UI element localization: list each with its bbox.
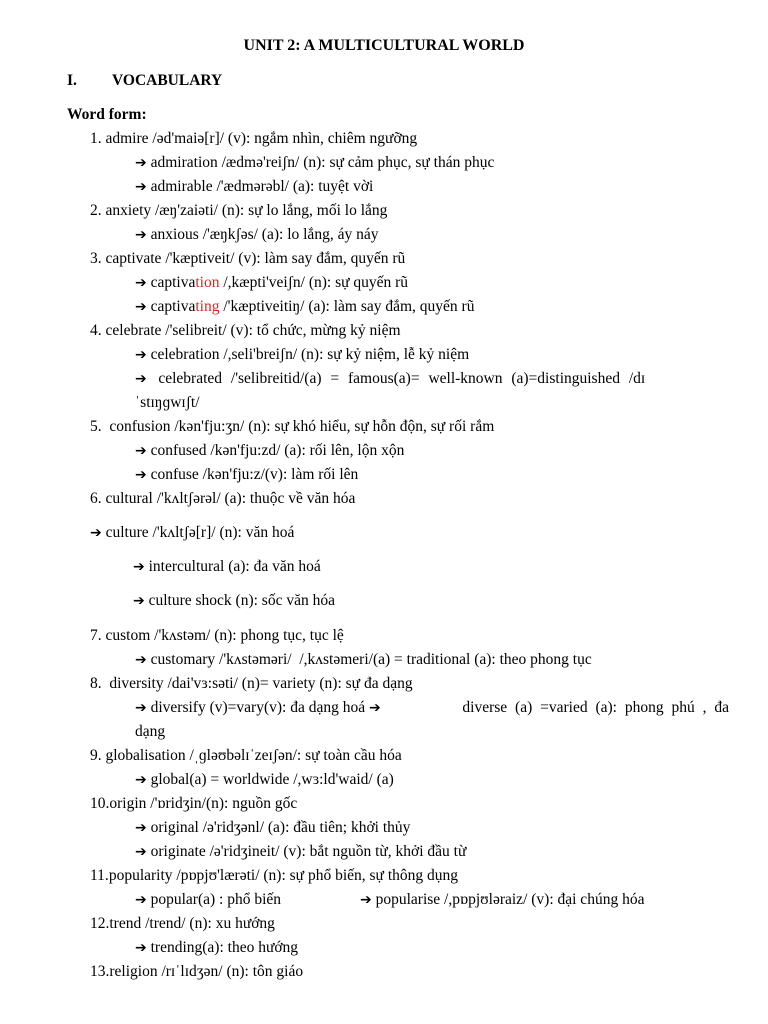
entry-text: origin /'ɒridʒin/(n): nguồn gốc <box>109 795 298 812</box>
entry-text: diversity /dai'vɜ:səti/ (n)= variety (n): sự đa dạng <box>109 675 413 692</box>
arrow-icon: ➔ <box>133 559 145 575</box>
entry-5 <box>90 417 494 437</box>
derivative-line: ➔ anxious /'æŋkʃəs/ (a): lo lắng, áy náy <box>135 226 379 243</box>
entry-11 <box>90 866 458 886</box>
derivative-line: ➔ culture shock (n): sốc văn hóa <box>133 592 335 609</box>
entry-6 <box>90 489 355 509</box>
unit-title: UNIT 2: A MULTICULTURAL WORLD <box>243 37 525 54</box>
entry-text: cultural /'kʌltʃərəl/ (a): thuộc về văn hóa <box>105 490 356 507</box>
derivative-line: ➔ originate /ə'ridʒineit/ (v): bắt nguồn từ, khởi đầu từ <box>135 843 467 860</box>
derivative-line: ➔ captivation /,kæpti'veiʃn/ (n): sự quyến rũ <box>135 274 409 291</box>
arrow-icon: ➔ <box>135 772 147 788</box>
arrow-icon: ➔ <box>135 227 147 243</box>
entry-9 <box>90 746 402 766</box>
word-form-heading: Word form: <box>67 106 147 123</box>
entry-text: trend /trend/ (n): xu hướng <box>109 915 275 932</box>
derivative-line: ➔ confused /kən'fju:zd/ (a): rối lên, lộn xộn <box>135 442 405 459</box>
entry-text: admire /əd'maiə[r]/ (v): ngắm nhìn, chiêm ngưỡng <box>105 130 418 147</box>
entry-number: 4. <box>90 322 102 339</box>
arrow-icon: ➔ <box>135 155 147 171</box>
derivative-line: ➔ admiration /ædmə'reiʃn/ (n): sự cảm phục, sự thán phục <box>135 154 495 171</box>
arrow-icon: ➔ <box>135 467 147 483</box>
derivative-line: ➔ original /ə'ridʒənl/ (a): đầu tiên; khởi thủy <box>135 819 411 836</box>
entry-2 <box>90 201 387 221</box>
derivative-line: ➔ diversify (v)=vary(v): đa dạng hoá ➔ <box>135 699 381 716</box>
arrow-icon: ➔ <box>135 371 147 387</box>
entry-text: anxiety /æŋ'zaiəti/ (n): sự lo lắng, mối lo lắng <box>105 202 388 219</box>
entry-3 <box>90 249 405 269</box>
entry-number: 2. <box>90 202 102 219</box>
entry-13 <box>90 962 303 982</box>
entry-number: 9. <box>90 747 102 764</box>
entry-12 <box>90 914 275 934</box>
arrow-icon: ➔ <box>135 820 147 836</box>
arrow-icon: ➔ <box>133 593 145 609</box>
derivative-line: ➔ celebrated /'selibreitid/(a) = famous(a)= well-known (a)=distinguished /dɪ <box>135 370 646 387</box>
derivative-line: ➔ trending(a): theo hướng <box>135 939 299 956</box>
entry-number: 1. <box>90 130 102 147</box>
entry-8 <box>90 674 413 694</box>
entry-number: 10. <box>90 795 110 812</box>
arrow-icon: ➔ <box>90 525 102 541</box>
entry-text: celebrate /'selibreit/ (v): tổ chức, mừng kỷ niệm <box>105 322 401 339</box>
section-heading: VOCABULARY <box>112 72 223 89</box>
arrow-icon: ➔ <box>360 892 372 908</box>
entry-number: 8. <box>90 675 102 692</box>
entry-4 <box>90 321 401 341</box>
entry-7 <box>90 626 344 646</box>
entry-number: 13. <box>90 963 110 980</box>
entry-1 <box>90 129 417 149</box>
derivative-line: ➔ intercultural (a): đa văn hoá <box>133 558 321 575</box>
entry-text: popularity /pɒpjʊ'lærəti/ (n): sự phổ biến, sự thông dụng <box>108 867 459 884</box>
arrow-icon: ➔ <box>135 443 147 459</box>
entry-text: custom /'kʌstəm/ (n): phong tục, tục lệ <box>105 627 344 644</box>
suffix-highlight: ting <box>195 298 220 315</box>
derivative-line-part: diverse (a) =varied (a): phong phú , đa <box>462 699 729 716</box>
entry-number: 12. <box>90 915 110 932</box>
entry-number: 3. <box>90 250 102 267</box>
entry-text: confusion /kən'fju:ʒn/ (n): sự khó hiểu, sự hỗn độn, sự rối rắm <box>109 418 495 435</box>
derivative-continuation: dạng <box>135 723 166 740</box>
arrow-icon: ➔ <box>135 299 147 315</box>
derivative-line: ➔ popular(a) : phổ biến <box>135 891 282 908</box>
section-number: I. <box>67 72 77 89</box>
arrow-icon: ➔ <box>135 892 147 908</box>
arrow-icon: ➔ <box>135 179 147 195</box>
arrow-icon: ➔ <box>135 347 147 363</box>
arrow-icon: ➔ <box>135 940 147 956</box>
derivative-line: ➔ confuse /kən'fju:z/(v): làm rối lên <box>135 466 359 483</box>
derivative-line: ➔ customary /'kʌstəməri/ /,kʌstəmeri/(a) = traditional (a): theo phong tục <box>135 651 592 668</box>
arrow-icon: ➔ <box>368 700 381 716</box>
derivative-line: ➔ admirable /'ædmərəbl/ (a): tuyệt vời <box>135 178 374 195</box>
arrow-icon: ➔ <box>135 275 147 291</box>
derivative-line: ➔ celebration /,seli'breiʃn/ (n): sự kỷ niệm, lễ kỷ niệm <box>135 346 470 363</box>
entry-10 <box>90 794 297 814</box>
entry-number: 7. <box>90 627 102 644</box>
entry-text: captivate /'kæptiveit/ (v): làm say đắm, quyến rũ <box>105 250 406 267</box>
arrow-icon: ➔ <box>135 700 147 716</box>
derivative-continuation: ˈstɪŋɡwɪʃt/ <box>135 394 200 411</box>
derivative-line: ➔ global(a) = worldwide /,wɜ:ld'waid/ (a) <box>135 771 394 788</box>
arrow-icon: ➔ <box>135 844 147 860</box>
arrow-icon: ➔ <box>135 652 147 668</box>
entry-number: 5. <box>90 418 102 435</box>
entry-text: religion /rɪˈlɪdʒən/ (n): tôn giáo <box>109 963 304 980</box>
derivative-line: ➔ popularise /,pɒpjʊləraiz/ (v): đại chúng hóa <box>360 891 645 908</box>
entry-text: globalisation /ˌɡləʊbəlɪˈzeɪʃən/: sự toàn cầu hóa <box>105 747 402 764</box>
entry-number: 11. <box>90 867 109 884</box>
derivative-line: ➔ captivating /'kæptiveitiŋ/ (a): làm say đắm, quyến rũ <box>135 298 475 315</box>
entry-number: 6. <box>90 490 102 507</box>
derivative-line: ➔ culture /'kʌltʃə[r]/ (n): văn hoá <box>90 524 295 541</box>
suffix-highlight: tion <box>195 274 220 291</box>
